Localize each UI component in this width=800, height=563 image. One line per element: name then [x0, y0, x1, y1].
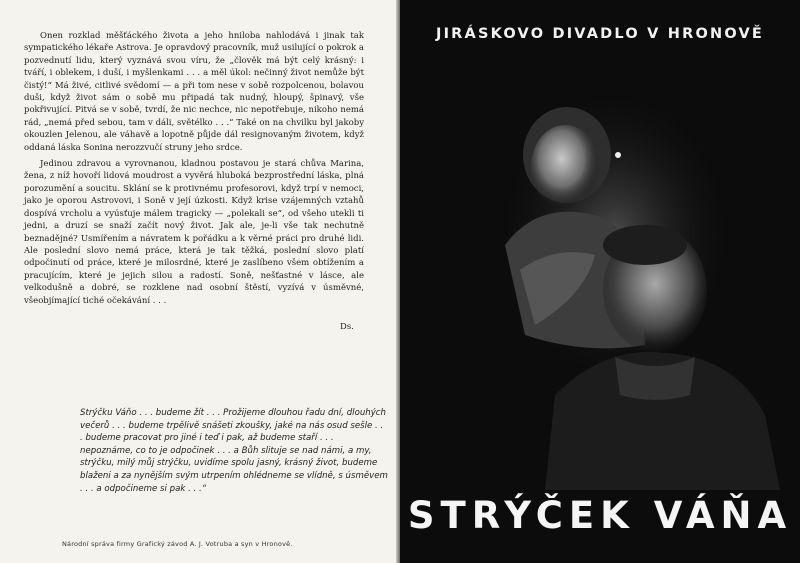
cover-page [400, 0, 800, 563]
woman-face [531, 125, 599, 209]
essay-paragraph-2: Jedinou zdravou a vyrovnanou, kladnou postavou je stará chůva Marina, žena, z níž hovoří lidová moudrost a vyvěrá hluboká bezprostřední láska, plná porozumění a soucitu. Sklání se k protivnému profesorovi, když trpí v nemoci, jako je oporou Astrovovi, i Soně v její úzkosti. Když krise vzájemných vztahů dospívá vrcholu a vyúsťuje málem tragicky — „polekali se“, od všeho utekli ti jedni, a druzí se snaží začít nový život. Jak ale, je-li vše tak nechutně beznadějné? Usmířením a návratem k pořádku a k věrné práci pro druhé lidi. Ale poslední slovo nemá práce, která je tak těžká, poslední slovo platí odpočinutí od práce, které je milosrdné, které je zaslíbeno všem obtížením a pracujícím, které je jejich silou a radostí. Soně, nešťastné v lásce, ale velkodušně a dobré, se rozklene nad osobní štěstí, vyzívá v úsměvné, všeobjímající tiché očekávání . . . [24, 159, 364, 306]
man-hair [603, 225, 687, 265]
essay-paragraph-1: Onen rozklad měšťáckého života a jeho hniloba nahlodává i jinak tak sympatického lékaře Astrova. Je opravdový pracovník, muž usilující o pokrok a pozvednutí lidu, který vyznává svou víru, že „člověk má být celý krásný: i tváří, i oblekem, i duší, i myšlenkami . . . a měl úkol: nečinný život nemůže být čistý!“ Má živé, citlivé svědomí — a při tom nese v sobě rozpolcenou, bolavou duši, když život sám o sobě mu připadá tak nudný, hloupý, špinavý, vše pokřivující. Pitvá se v sobě, tvrdí, že nic nechce, nic nepotřebuje, nikoho nemá rád, „nemá před sebou, tam v dáli, světélko . . .“ Také on na chvilku byl jakoby okouzlen Jelenou, ale váhavě a lopotně půjde dál resignovaným životem, když oddaná láska Sonina nerozzvučí struny jeho srdce. [24, 31, 364, 153]
play-title: STRÝČEK VÁŇA [407, 494, 793, 537]
closing-quote: Strýčku Váňo . . . budeme žít . . . Prožijeme dlouhou řadu dní, dlouhých večerů . . . budeme trpělivě snášeti zkoušky, jaké na nás osud sešle . . . budeme pracovat pro jiné i teď i pak, až budeme staří . . . nepoznáme, co to je odpočinek . . . a Bůh slituje se nad námi, a my, strýčku, milý můj strýčku, uvidíme spolu jasný, krásný život, budeme blaženi a za nynějším svým utrpením ohlédneme se vlídně, s úsměvem . . . a odpočineme si pak . . .“ [80, 408, 388, 494]
essay-text [24, 30, 364, 311]
cover-photo [495, 95, 795, 490]
theatre-name: JIRÁSKOVO DIVADLO V HRONOVĚ [435, 26, 764, 42]
printer-imprint: Národní správa firmy Grafický závod A. J. Votruba a syn v Hronově. [62, 540, 293, 548]
earring [615, 152, 621, 158]
author-signature: Ds. [340, 322, 354, 332]
